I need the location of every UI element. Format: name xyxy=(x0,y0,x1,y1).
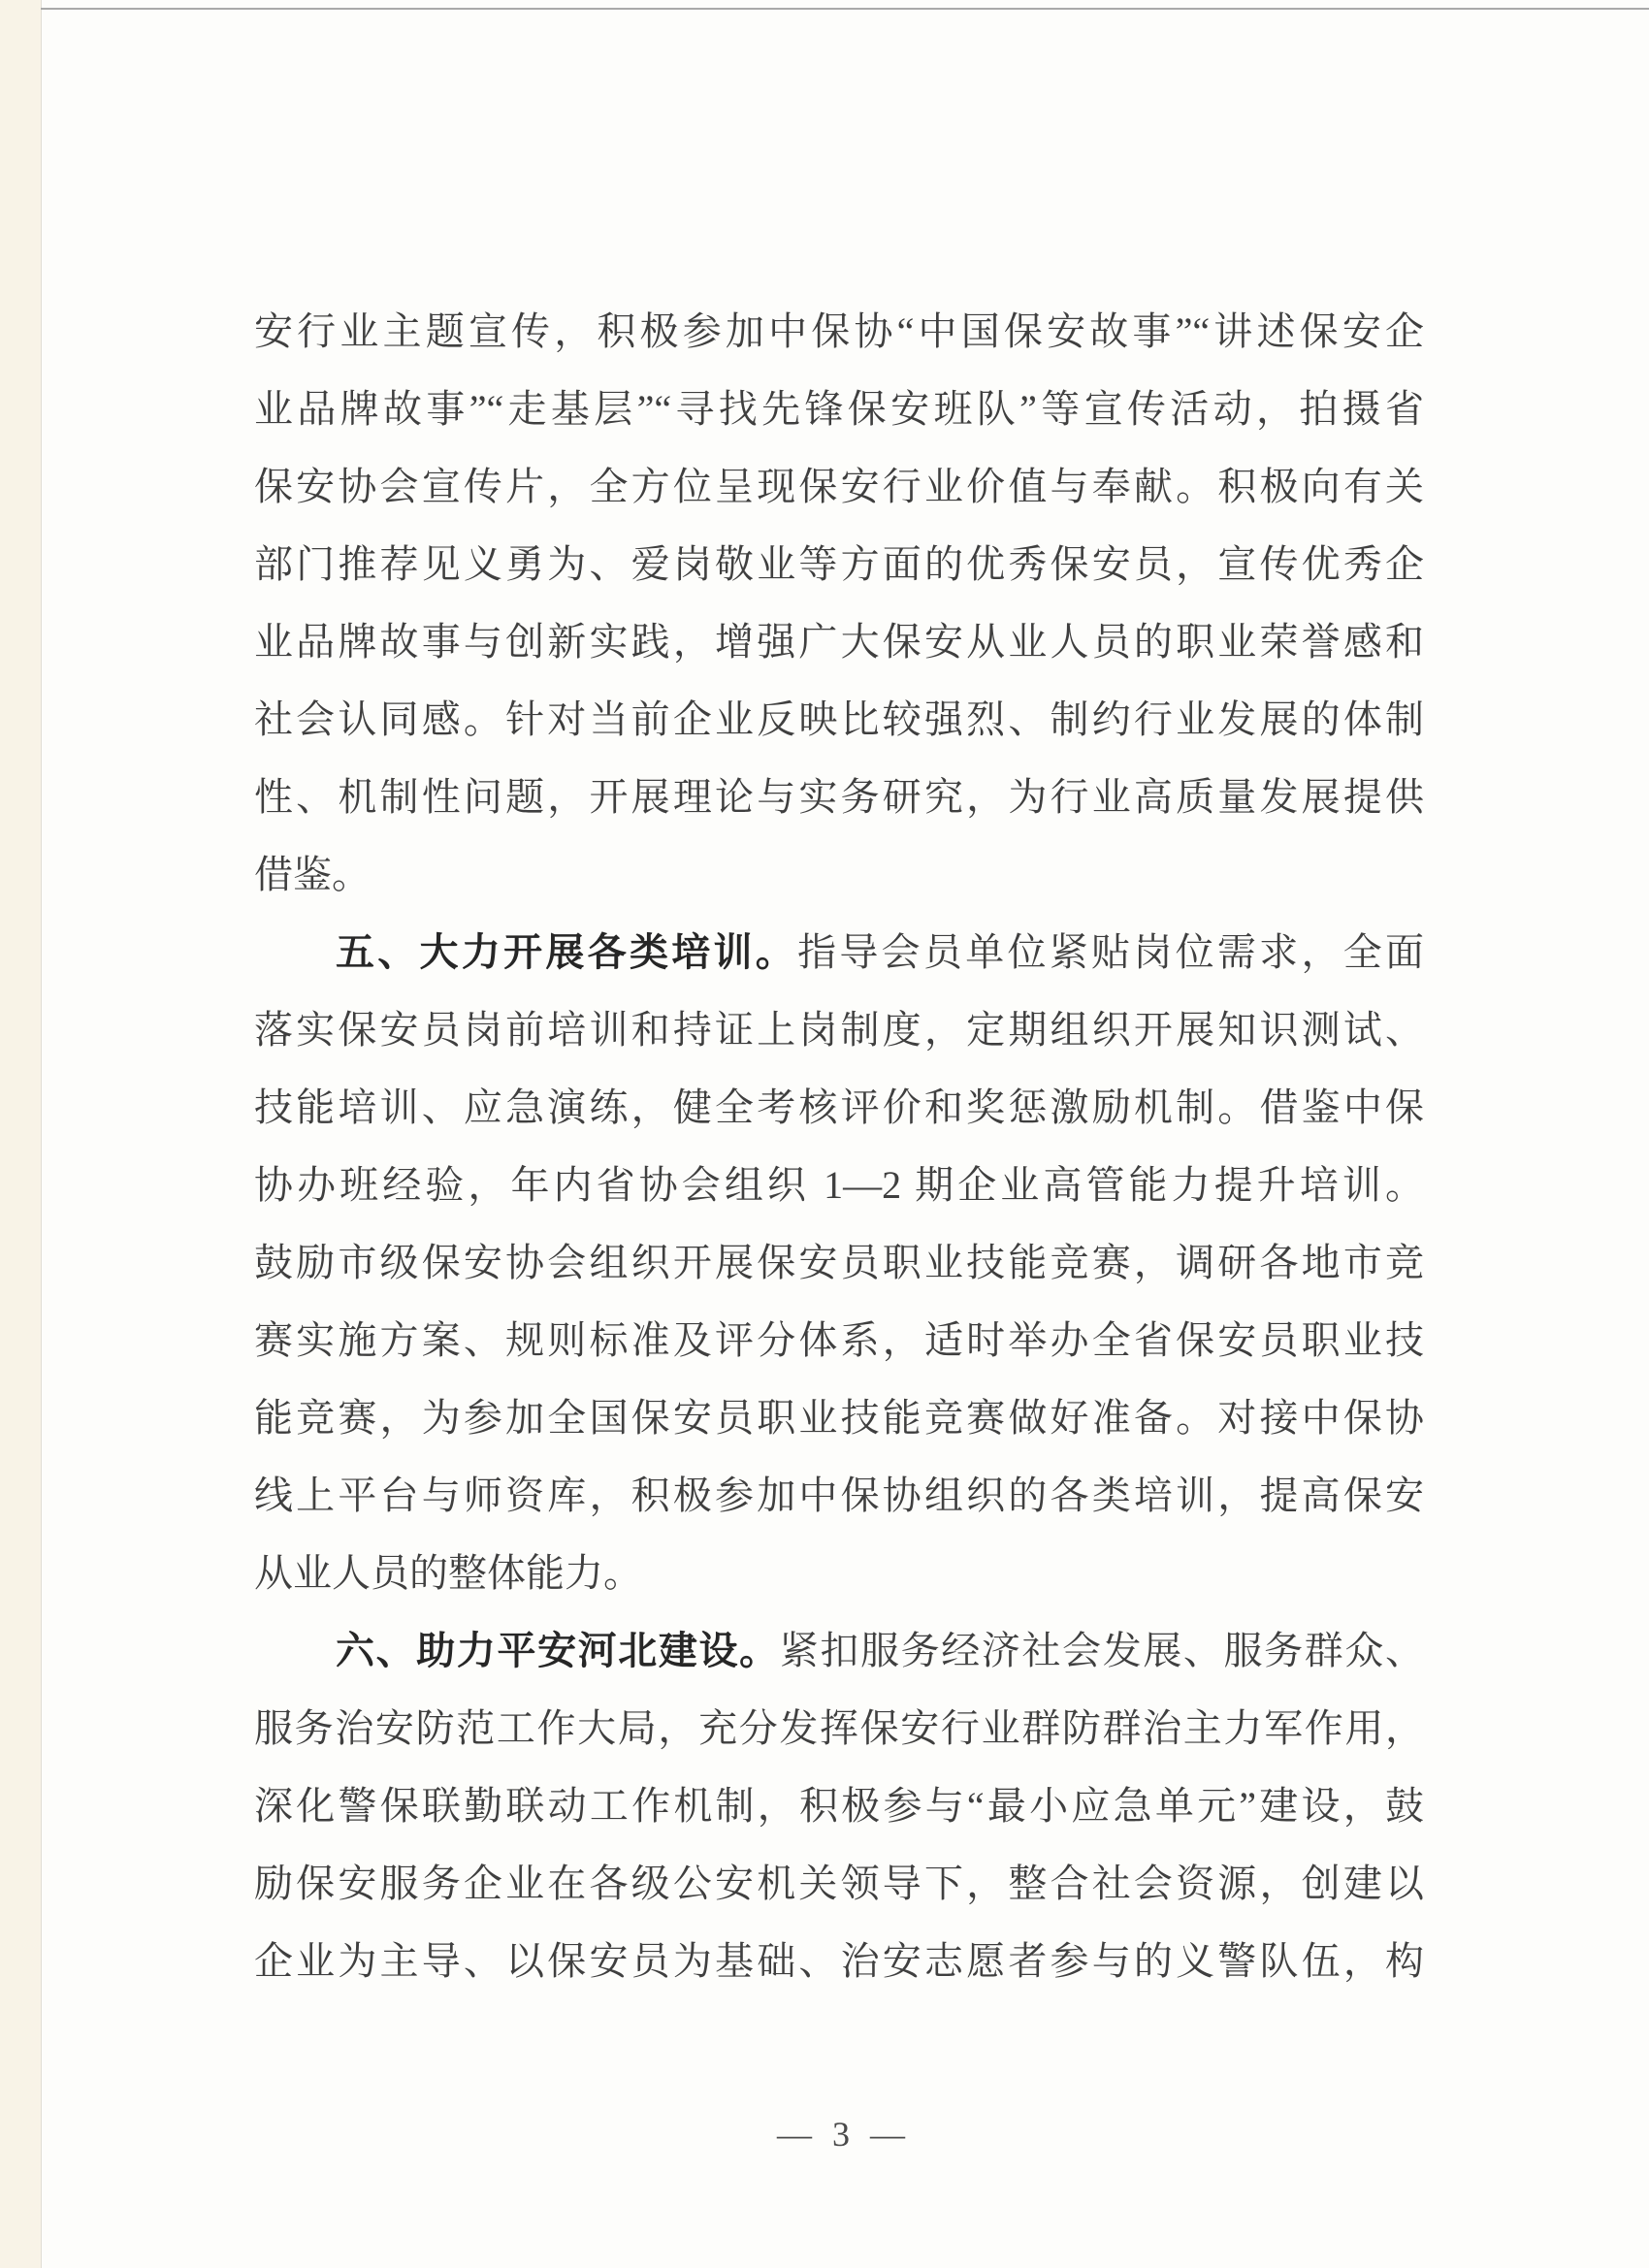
text-line-section-heading xyxy=(254,914,1424,991)
line-text: 指导会员单位紧贴岗位需求，全面 xyxy=(797,930,1425,974)
text-line xyxy=(254,293,1424,371)
text-line xyxy=(254,759,1424,836)
text-line xyxy=(254,1224,1424,1302)
line-text: 业品牌故事与创新实践，增强广大保安从业人员的职业荣誉感和 xyxy=(254,620,1424,664)
text-line xyxy=(254,1767,1424,1845)
line-text: 深化警保联勤联动工作机制，积极参与“最小应急单元”建设，鼓 xyxy=(254,1784,1424,1828)
line-text: 能竞赛，为参加全国保安员职业技能竞赛做好准备。对接中保协 xyxy=(254,1396,1424,1440)
text-line xyxy=(254,1147,1424,1224)
text-line xyxy=(254,991,1424,1069)
line-text: 保安协会宣传片，全方位呈现保安行业价值与奉献。积极向有关 xyxy=(254,465,1424,508)
text-line xyxy=(254,603,1424,681)
text-line xyxy=(254,836,1424,914)
text-line xyxy=(254,1690,1424,1767)
line-text: 服务治安防范工作大局，充分发挥保安行业群防群治主力军作用， xyxy=(254,1706,1424,1750)
line-text: 紧扣服务经济社会发展、服务群众、 xyxy=(779,1629,1425,1672)
text-line xyxy=(254,448,1424,526)
line-text: 技能培训、应急演练，健全考核评价和奖惩激励机制。借鉴中保 xyxy=(254,1085,1424,1129)
text-line xyxy=(254,526,1424,603)
section-heading-6: 六、助力平安河北建设。 xyxy=(336,1630,780,1672)
document-body xyxy=(254,293,1424,2000)
line-text: 借鉴。 xyxy=(254,853,371,896)
section-heading-5: 五、大力开展各类培训。 xyxy=(336,931,798,974)
page-number: — 3 — xyxy=(777,2115,911,2154)
scan-left-edge-strip xyxy=(0,0,42,2268)
text-line xyxy=(254,1302,1424,1379)
line-text: 安行业主题宣传，积极参加中保协“中国保安故事”“讲述保安企 xyxy=(254,309,1424,353)
line-text: 性、机制性问题，开展理论与实务研究，为行业高质量发展提供 xyxy=(254,775,1424,819)
line-text: 从业人员的整体能力。 xyxy=(254,1551,642,1595)
text-line xyxy=(254,681,1424,759)
line-text: 部门推荐见义勇为、爱岗敬业等方面的优秀保安员，宣传优秀企 xyxy=(254,542,1424,586)
text-line xyxy=(254,1535,1424,1612)
line-text: 社会认同感。针对当前企业反映比较强烈、制约行业发展的体制 xyxy=(254,697,1424,741)
text-line xyxy=(254,371,1424,448)
line-text: 鼓励市级保安协会组织开展保安员职业技能竞赛，调研各地市竞 xyxy=(254,1241,1424,1284)
line-text: 企业为主导、以保安员为基础、治安志愿者参与的义警队伍，构 xyxy=(254,1939,1424,1983)
line-text: 励保安服务企业在各级公安机关领导下，整合社会资源，创建以 xyxy=(254,1862,1424,1905)
text-line xyxy=(254,1845,1424,1923)
line-text: 协办班经验，年内省协会组织 1—2 期企业高管能力提升培训。 xyxy=(254,1163,1424,1207)
line-text: 赛实施方案、规则标准及评分体系，适时举办全省保安员职业技 xyxy=(254,1318,1424,1362)
text-line xyxy=(254,1379,1424,1457)
text-line xyxy=(254,1923,1424,2000)
text-line xyxy=(254,1457,1424,1535)
line-text: 业品牌故事”“走基层”“寻找先锋保安班队”等宣传活动，拍摄省 xyxy=(254,387,1424,431)
scan-top-line xyxy=(41,8,1649,10)
line-text: 线上平台与师资库，积极参加中保协组织的各类培训，提高保安 xyxy=(254,1474,1424,1517)
text-line-section-heading xyxy=(254,1612,1424,1690)
text-line xyxy=(254,1069,1424,1147)
line-text: 落实保安员岗前培训和持证上岗制度，定期组织开展知识测试、 xyxy=(254,1008,1424,1052)
